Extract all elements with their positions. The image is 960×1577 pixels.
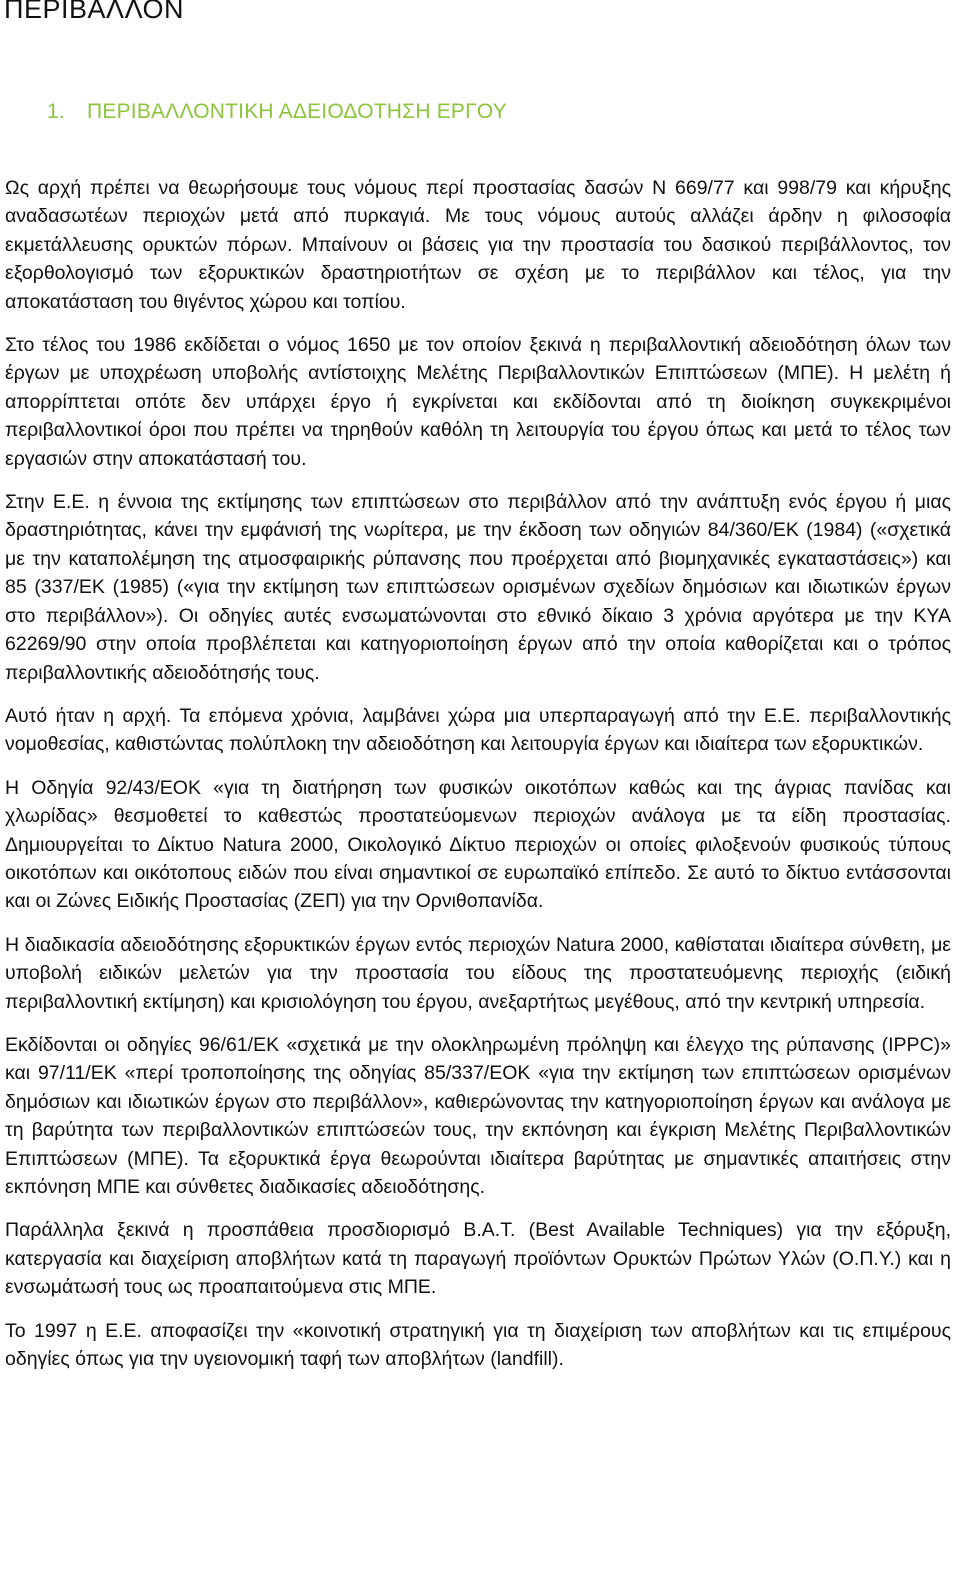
paragraph: Αυτό ήταν η αρχή. Τα επόμενα χρόνια, λαμβάνει χώρα μια υπερπαραγωγή από την Ε.Ε. περιβαλλοντικής νομοθεσίας, καθιστώντας πολύπλοκη την αδειοδότηση και λειτουργία έργων και ιδιαίτερα των εξορυκτικών. bbox=[5, 704, 951, 756]
page-title: ΠΕΡΙΒΑΛΛΟΝ bbox=[4, 0, 185, 24]
section-title: ΠΕΡΙΒΑΛΛΟΝΤΙΚΗ ΑΔΕΙΟΔΟΤΗΣΗ ΕΡΓΟΥ bbox=[87, 100, 507, 123]
body-text bbox=[5, 174, 951, 1388]
paragraph: Παράλληλα ξεκινά η προσπάθεια προσδιορισμό Β.Α.Τ. (Best Available Techniques) για την εξόρυξη, κατεργασία και διαχείριση αποβλήτων κατά τη παραγωγή προϊόντων Ορυκτών Πρώτων Υλών (Ο.Π.Υ.) και η ενσωμάτωσή τους ως προαπαιτούμενα στις ΜΠΕ. bbox=[5, 1219, 951, 1299]
paragraph: Στην Ε.Ε. η έννοια της εκτίμησης των επιπτώσεων στο περιβάλλον από την ανάπτυξη ενός έργου ή μιας δραστηριότητας, κάνει την εμφάνισή της νωρίτερα, με την έκδοση των οδηγιών 84/360/ΕΚ (1984) («σχετικά με την καταπολέμηση της ατμοσφαιρικής ρύπανσης που προέρχεται από βιομηχανικές εγκαταστάσεις») και 85 (337/ΕΚ (1985) («για την εκτίμηση των επιπτώσεων ορισμένων σχεδίων δημόσιων και ιδιωτικών έργων στο περιβάλλον»). Οι οδηγίες αυτές ενσωματώνονται στο εθνικό δίκαιο 3 χρόνια αργότερα με την ΚΥΑ 62269/90 στην οποία προβλέπεται και κατηγοριοποίηση έργων από την οποία καθορίζεται και ο τρόπος περιβαλλοντικής αδειοδότησής τους. bbox=[5, 491, 951, 684]
paragraph: Εκδίδονται οι οδηγίες 96/61/ΕΚ «σχετικά με την ολοκληρωμένη πρόληψη και έλεγχο της ρύπανσης (IPPC)» και 97/11/ΕΚ «περί τροποποίησης της οδηγίας 85/337/ΕΟΚ «για την εκτίμηση των επιπτώσεων ορισμένων δημόσιων και ιδιωτικών έργων στο περιβάλλον», καθιερώνοντας την κατηγοριοποίηση έργων και ανάλογα με τη βαρύτητα των περιβαλλοντικών επιπτώσεών τους, την εκπόνηση και έγκριση Μελέτης Περιβαλλοντικών Επιπτώσεων (ΜΠΕ). Τα εξορυκτικά έργα θεωρούνται ιδιαίτερα βαρύτητας με σημαντικές απαιτήσεις στην εκπόνηση ΜΠΕ και σύνθετες διαδικασίες αδειοδότησης. bbox=[5, 1033, 951, 1198]
paragraph: Ως αρχή πρέπει να θεωρήσουμε τους νόμους περί προστασίας δασών Ν 669/77 και 998/79 και κήρυξης αναδασωτέων περιοχών μετά από πυρκαγιά. Με τους νόμους αυτούς αλλάζει άρδην η φιλοσοφία εκμετάλλευσης ορυκτών πόρων. Μπαίνουν οι βάσεις για την προστασία του δασικού περιβάλλοντος, τον εξορθολογισμό των εξορυκτικών δραστηριοτήτων σε σχέση με το περιβάλλον και τέλος, για την αποκατάσταση του θιγέντος χώρου και τοπίου. bbox=[5, 177, 951, 313]
paragraph: Η Οδηγία 92/43/ΕΟΚ «για τη διατήρηση των φυσικών οικοτόπων καθώς και της άγριας πανίδας και χλωρίδας» θεσμοθετεί το καθεστώς προστατεύομενων περιοχών ανάλογα με τα είδη προστασίας. Δημιουργείται το Δίκτυο Natura 2000, Οικολογικό Δίκτυο περιοχών οι οποίες φιλοξενούν φυσικούς τύπους οικοτόπων και οικότοπους ειδών που είναι σημαντικοί σε ευρωπαϊκό επίπεδο. Σε αυτό το δίκτυο εντάσσονται και οι Ζώνες Ειδικής Προστασίας (ΖΕΠ) για την Ορνιθοπανίδα. bbox=[5, 776, 951, 913]
paragraph: Η διαδικασία αδειοδότησης εξορυκτικών έργων εντός περιοχών Natura 2000, καθίσταται ιδιαίτερα σύνθετη, με υποβολή ειδικών μελετών για την προστασία του είδους της προστατευόμενης περιοχής (ειδική περιβαλλοντική εκτίμηση) και κρισιολόγηση του έργου, ανεξαρτήτως μεγέθους, από την κεντρική υπηρεσία. bbox=[5, 933, 951, 1013]
section-number: 1. bbox=[47, 100, 65, 123]
paragraph: Στο τέλος του 1986 εκδίδεται ο νόμος 1650 με τον οποίον ξεκινά η περιβαλλοντική αδειοδότηση όλων των έργων με υποχρέωση υποβολής αντίστοιχης Μελέτης Περιβαλλοντικών Επιπτώσεων (ΜΠΕ). Η μελέτη ή απορρίπτεται οπότε δεν υπάρχει έργο ή εγκρίνεται και εκδίδονται από τη διοίκηση συγκεκριμένοι περιβαλλοντικοί όροι που πρέπει να τηρηθούν καθόλη τη λειτουργία του έργου όπως και μετά το τέλος των εργασιών στην αποκατάστασή του. bbox=[5, 334, 951, 470]
section-heading bbox=[47, 100, 507, 124]
paragraph: Το 1997 η Ε.Ε. αποφασίζει την «κοινοτική στρατηγική για τη διαχείριση των αποβλήτων και τις επιμέρους οδηγίες όπως για την υγειονομική ταφή των αποβλήτων (landfill). bbox=[5, 1319, 951, 1371]
